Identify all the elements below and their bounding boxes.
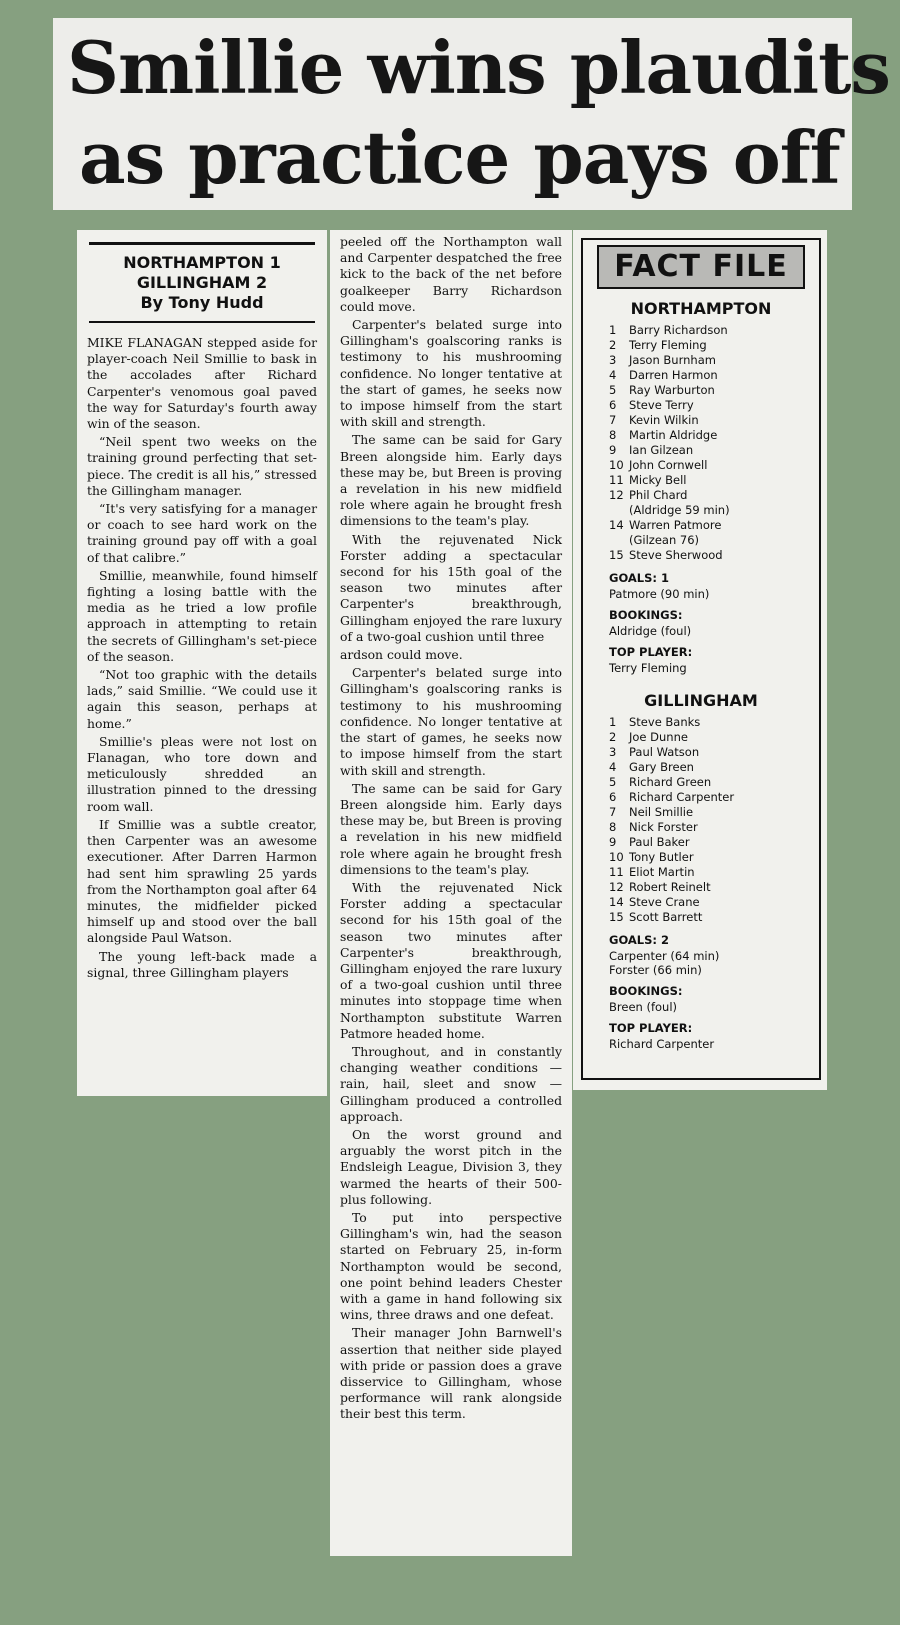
headline-clipping	[53, 18, 890, 210]
goals-value-2: Forster (66 min)	[609, 963, 702, 977]
paragraph: peeled off the Northampton wall and Carpenter despatched the free kick to the back of the net before goalkeeper Barry Richardson could move.	[340, 234, 562, 314]
bookings-value: Aldridge (foul)	[609, 624, 692, 638]
list-item: 14 Steve Crane	[609, 895, 700, 909]
paragraph: If Smillie was a subtle creator, then Carpenter was an awesome executioner. After Darren Harmon had sent him sprawling 25 yards from the Northampton goal after 64 minutes, the midfielder picked himself up and stood over the ball alongside Paul Watson.	[87, 816, 317, 946]
top-player-label: TOP PLAYER:	[609, 1021, 693, 1035]
paragraph: With the rejuvenated Nick Forster adding a spectacular second for his 15th goal of the season two minutes after Carpenter's breakthrough, Gillingham enjoyed the rare luxury of a two-goal cushion until three minutes into stoppage time when Northampton substitute Warren Patmore headed home.	[340, 879, 562, 1041]
score-northampton: NORTHAMPTON 1	[123, 253, 281, 272]
list-item: 15 Scott Barrett	[609, 910, 703, 924]
list-item: 1 Barry Richardson	[609, 323, 728, 337]
list-item: 11 Micky Bell	[609, 473, 687, 487]
paragraph: To put into perspective Gillingham's win, had the season started on February 25, in-form Northampton would be second, one point behind leaders Chester with a game in hand following six wins, three draws and one defeat.	[340, 1209, 562, 1323]
stats-northampton	[583, 571, 819, 675]
top-player-value: Terry Fleming	[609, 661, 687, 675]
list-item: 8 Nick Forster	[609, 820, 698, 834]
byline-box	[89, 242, 315, 323]
goals-label: GOALS: 2	[609, 933, 670, 947]
paragraph: Smillie's pleas were not lost on Flanagan, who tore down and meticulously shredded an illustration pinned to the dressing room wall.	[87, 733, 317, 814]
list-item: 9 Paul Baker	[609, 835, 690, 849]
list-item: 11 Eliot Martin	[609, 865, 695, 879]
fact-file-clipping	[573, 230, 827, 1090]
article-column-2	[330, 230, 572, 1556]
goals-value: Patmore (90 min)	[609, 587, 710, 601]
list-item: 15 Steve Sherwood	[609, 548, 723, 562]
list-item: 4 Gary Breen	[609, 760, 694, 774]
list-item: 14 Warren Patmore (Gilzean 76)	[609, 518, 722, 547]
list-item: 8 Martin Aldridge	[609, 428, 718, 442]
list-item: 1 Steve Banks	[609, 715, 701, 729]
paragraph: The same can be said for Gary Breen alongside him. Early days these may be, but Breen is proving a revelation in his new midfield role where again he brought fresh dimensions to the team's play.	[340, 780, 562, 877]
lineup-gillingham	[583, 715, 819, 925]
list-item: 5 Ray Warburton	[609, 383, 715, 397]
paragraph: Their manager John Barnwell's assertion that neither side played with pride or passion does a grave disservice to Gillingham, whose performance will rank alongside their best this term.	[340, 1325, 562, 1422]
list-item: 7 Neil Smillie	[609, 805, 694, 819]
column-1-text	[77, 335, 327, 981]
bookings-label: BOOKINGS:	[609, 984, 683, 998]
paragraph: On the worst ground and arguably the worst pitch in the Endsleigh League, Division 3, they warmed the hearts of their 500-plus following.	[340, 1126, 562, 1207]
article-column-1	[77, 230, 327, 1096]
paragraph: “Not too graphic with the details lads,” said Smillie. “We could use it again this season, perhaps at home.”	[87, 667, 317, 731]
paragraph: “It's very satisfying for a manager or coach to see hard work on the training ground pay off with a goal of that calibre.”	[87, 501, 317, 565]
list-item: 9 Ian Gilzean	[609, 443, 694, 457]
bookings-value: Breen (foul)	[609, 1000, 678, 1014]
paragraph: MIKE FLANAGAN stepped aside for player-coach Neil Smillie to bask in the accolades after Richard Carpenter's venomous goal paved the way for Saturday's fourth away win of the season.	[87, 335, 317, 432]
goals-value: Carpenter (64 min)	[609, 949, 720, 963]
paragraph: The young left-back made a signal, three Gillingham players	[87, 948, 317, 980]
paragraph: “Neil spent two weeks on the training ground perfecting that set-piece. The credit is all his,” stressed the Gillingham manager.	[87, 434, 317, 498]
list-item: 12 Robert Reinelt	[609, 880, 711, 894]
substitution-note: (Gilzean 76)	[629, 533, 700, 547]
paragraph: Throughout, and in constantly changing weather conditions — rain, hail, sleet and snow — Gillingham produced a controlled approach.	[340, 1043, 562, 1124]
lineup-northampton	[583, 323, 819, 563]
score-gillingham: GILLINGHAM 2	[136, 273, 268, 292]
list-item: 12 Phil Chard (Aldridge 59 min)	[609, 488, 730, 517]
list-item: 10 John Cornwell	[609, 458, 708, 472]
author: By Tony Hudd	[140, 293, 264, 312]
list-item: 10 Tony Butler	[609, 850, 694, 864]
list-item: 2 Joe Dunne	[609, 730, 688, 744]
paragraph: The same can be said for Gary Breen alongside him. Early days these may be, but Breen is proving a revelation in his new midfield role where again he brought fresh dimensions to the team's play.	[340, 432, 562, 529]
headline-line-1: Smillie wins plaudits	[67, 25, 890, 110]
headline-line-2: as practice pays off	[79, 115, 840, 200]
team-name-northampton: NORTHAMPTON	[630, 299, 772, 318]
top-player-label: TOP PLAYER:	[609, 645, 693, 659]
list-item: 4 Darren Harmon	[609, 368, 718, 382]
list-item: 2 Terry Fleming	[609, 338, 707, 352]
top-player-value: Richard Carpenter	[609, 1037, 715, 1051]
bookings-label: BOOKINGS:	[609, 608, 683, 622]
list-item: 7 Kevin Wilkin	[609, 413, 699, 427]
substitution-note: (Aldridge 59 min)	[629, 503, 730, 517]
paragraph: Carpenter's belated surge into Gillingham's goalscoring ranks is testimony to his mushrooming confidence. No longer tentative at the start of games, he seeks now to impose himself from the start with skill and strength.	[340, 665, 562, 778]
paragraph: Smillie, meanwhile, found himself fighting a losing battle with the media as he tried a low profile approach in attempting to retain the secrets of Gillingham's set-piece of the season.	[87, 567, 317, 664]
list-item: 3 Paul Watson	[609, 745, 700, 759]
paragraph: With the rejuvenated Nick Forster adding a spectacular second for his 15th goal of the season two minutes after Carpenter's breakthrough, Gillingham enjoyed the rare luxury of a two-goal cushion until three	[340, 531, 562, 644]
stats-gillingham	[583, 933, 819, 1051]
paragraph: ardson could move.	[340, 647, 463, 663]
fact-file-box	[581, 238, 821, 1080]
list-item: 5 Richard Green	[609, 775, 712, 789]
paragraph: Carpenter's belated surge into Gillingham's goalscoring ranks is testimony to his mushrooming confidence. No longer tentative at the start of games, he seeks now to impose himself from the start with skill and strength.	[340, 317, 562, 430]
team-name-gillingham: GILLINGHAM	[644, 691, 758, 710]
column-2-text	[330, 230, 572, 1423]
fact-file-title: FACT FILE	[597, 245, 805, 289]
list-item: 6 Richard Carpenter	[609, 790, 735, 804]
list-item: 6 Steve Terry	[609, 398, 694, 412]
goals-label: GOALS: 1	[609, 571, 670, 585]
list-item: 3 Jason Burnham	[609, 353, 716, 367]
